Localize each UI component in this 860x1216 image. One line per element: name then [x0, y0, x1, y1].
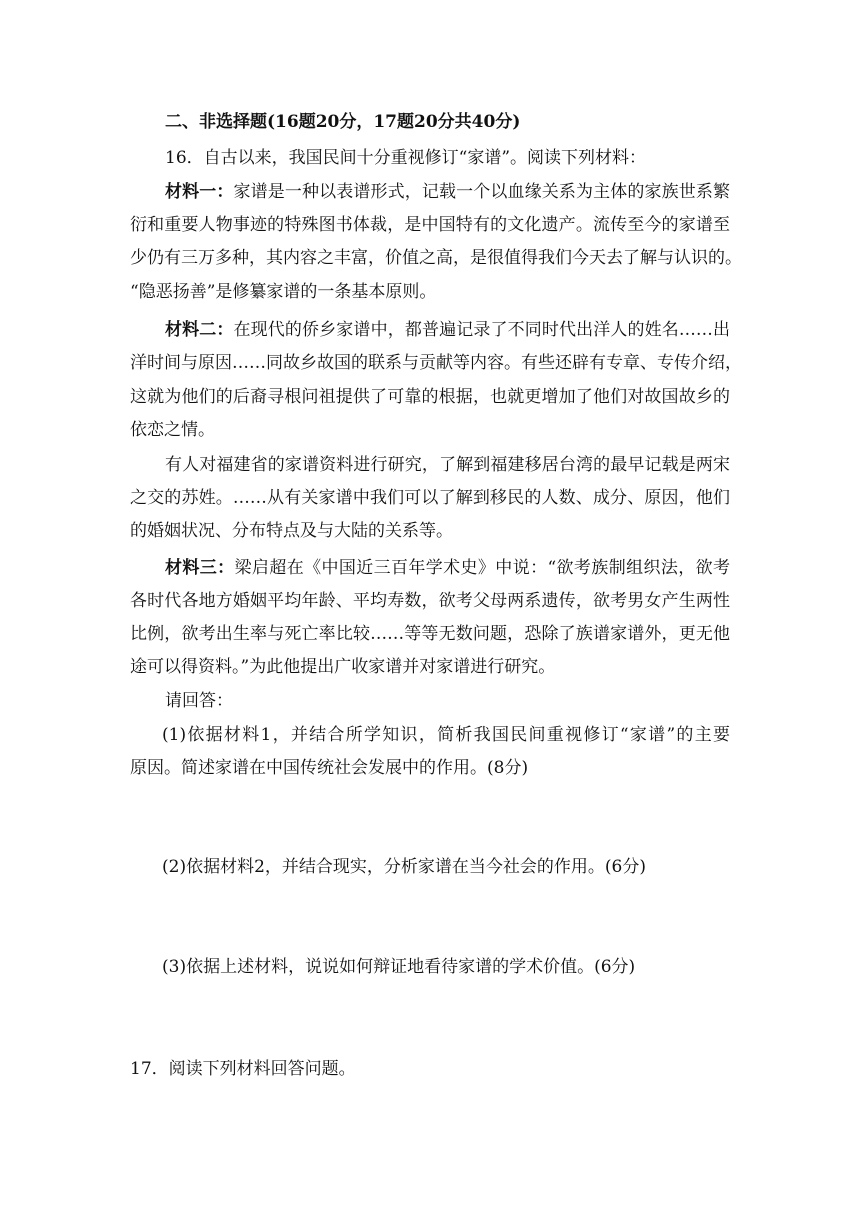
sub-question-3: (3)依据上述材料，说说如何辩证地看待家谱的学术价值。(6分) [162, 957, 636, 977]
material-1-line-2: 衍和重要人物事迹的特殊图书体裁，是中国特有的文化遗产。流传至今的家谱至 [130, 215, 730, 235]
material-2-line-3: 这就为他们的后裔寻根问祖提供了可靠的根据，也就更增加了他们对故国故乡的 [130, 387, 730, 407]
material-1-line-4: “隐恶扬善”是修纂家谱的一条基本原则。 [130, 282, 437, 302]
sub-question-2: (2)依据材料2，并结合现实，分析家谱在当今社会的作用。(6分) [162, 857, 646, 877]
material-3-line-2: 各时代各地方婚姻平均年龄、平均寿数，欲考父母两系遗传，欲考男女产生两性 [130, 591, 730, 611]
material-3-line-4: 途可以得资料。”为此他提出广收家谱并对家谱进行研究。 [130, 657, 556, 677]
material-1-line-1 [165, 181, 730, 203]
material-1-line-3: 少仍有三万多种，其内容之丰富，价值之高，是很值得我们今天去了解与认识的。 [130, 248, 742, 268]
material-2-line-1 [165, 319, 730, 341]
material-1-label: 材料一： [165, 182, 234, 202]
material-1-text: 家谱是一种以表谱形式，记载一个以血缘关系为主体的家族世系繁 [233, 182, 730, 202]
material-3-label: 材料三： [165, 558, 235, 578]
sub-question-1-line-2: 原因。简述家谱在中国传统社会发展中的作用。(8分) [130, 758, 529, 778]
material-2-text: 在现代的侨乡家谱中，都普遍记录了不同时代出洋人的姓名……出 [233, 320, 731, 340]
material-3-text: 梁启超在《中国近三百年学术史》中说：“欲考族制组织法，欲考 [234, 558, 730, 578]
material-2-para2-line-3: 的婚姻状况、分布特点及与大陆的关系等。 [130, 521, 453, 541]
material-3-line-1 [165, 557, 730, 579]
question-17-intro: 17．阅读下列材料回答问题。 [130, 1059, 356, 1079]
material-2-para2-line-2: 之交的苏姓。……从有关家谱中我们可以了解到移民的人数、成分、原因，他们 [130, 488, 730, 508]
section-title: 二、非选择题(16题20分，17题20分共40分) [165, 112, 521, 132]
material-3-line-3: 比例，欲考出生率与死亡率比较……等等无数问题，恐除了族谱家谱外，更无他 [130, 624, 730, 644]
sub-question-1-line-1: (1)依据材料1，并结合所学知识，简析我国民间重视修订“家谱”的主要 [162, 725, 730, 745]
answer-prompt: 请回答： [165, 691, 233, 711]
material-2-label: 材料二： [165, 320, 234, 340]
material-2-line-4: 依恋之情。 [130, 420, 215, 440]
material-2-line-2: 洋时间与原因……同故乡故国的联系与贡献等内容。有些还辟有专章、专传介绍， [130, 353, 742, 373]
question-16-intro: 16．自古以来，我国民间十分重视修订“家谱”。阅读下列材料： [165, 148, 647, 168]
material-2-para2-line-1: 有人对福建省的家谱资料进行研究，了解到福建移居台湾的最早记载是两宋 [165, 455, 730, 475]
